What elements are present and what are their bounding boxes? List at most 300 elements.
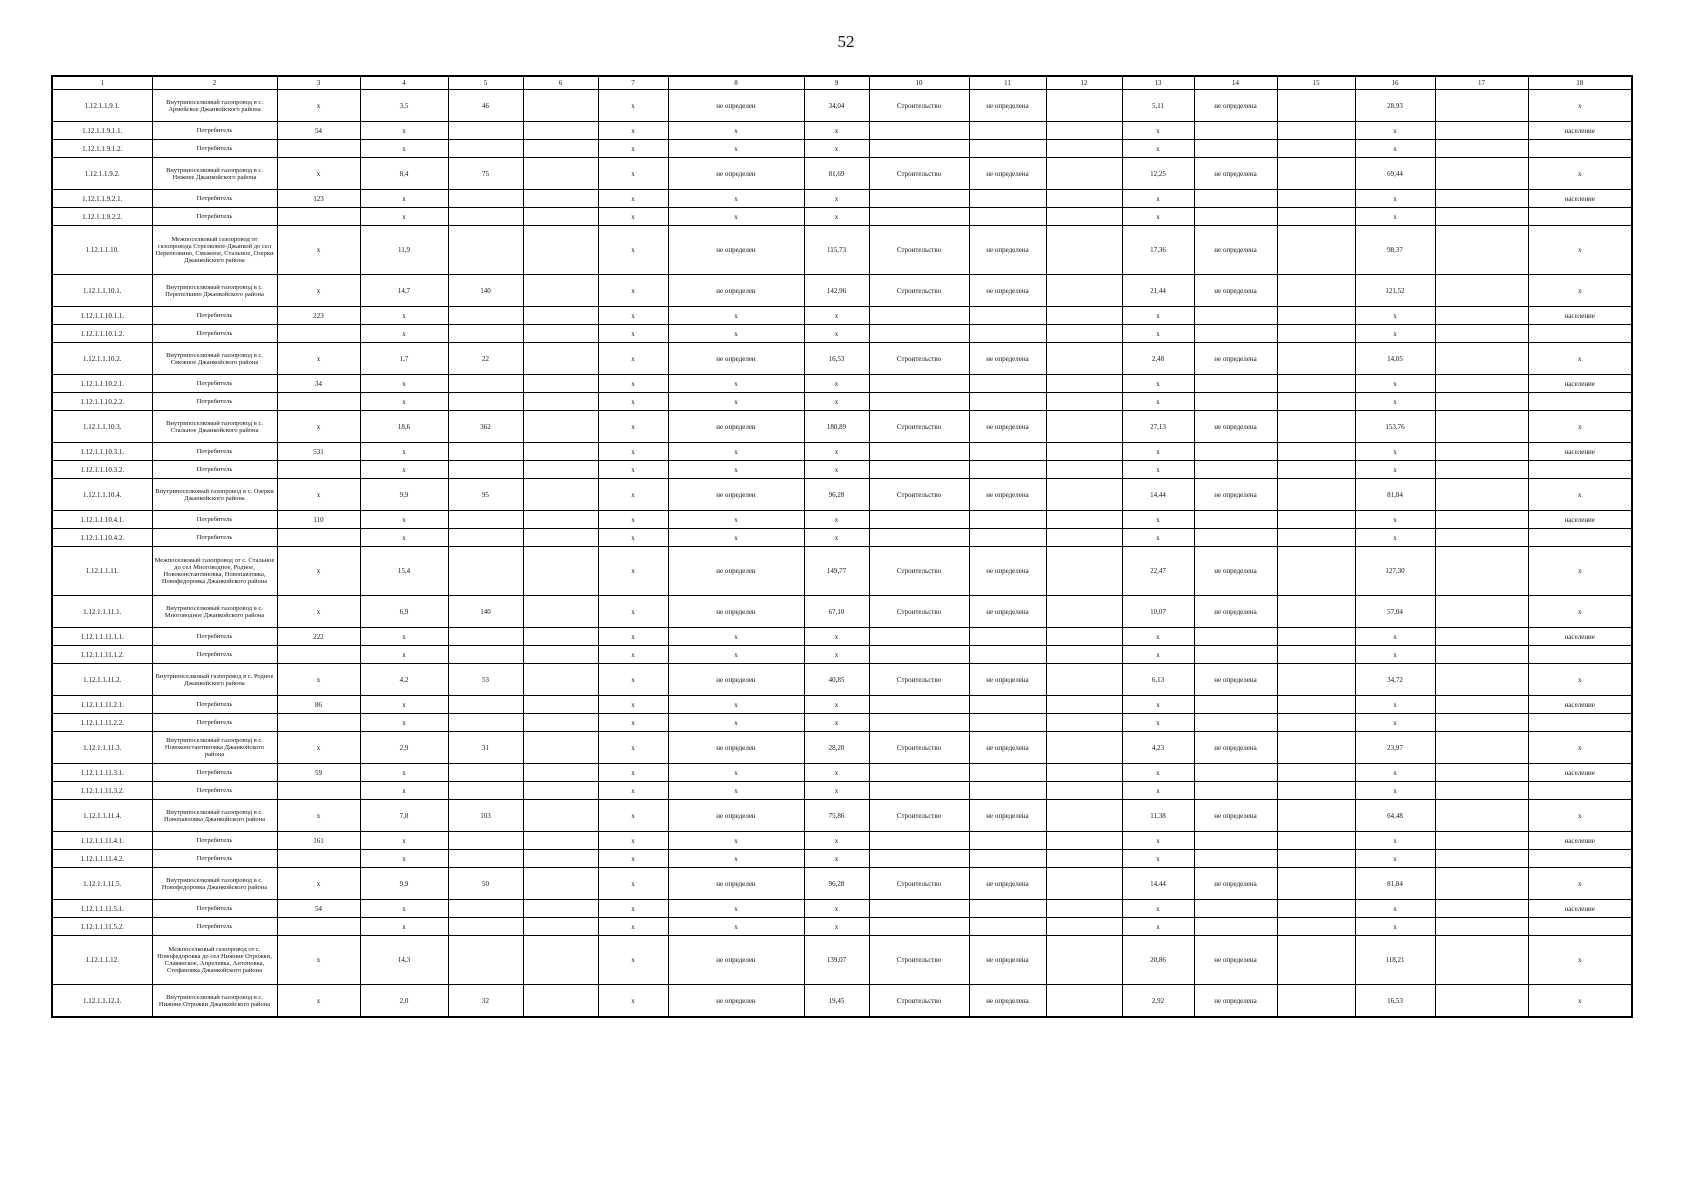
table-cell [523, 646, 598, 664]
table-cell: Потребитель [152, 529, 277, 547]
table-cell: х [1528, 90, 1632, 122]
table-cell [523, 714, 598, 732]
table-cell: 23,97 [1355, 732, 1435, 764]
table-cell: Внутрипоселковый газопровод в с. Новофедоровка Джанкойского района [152, 868, 277, 900]
table-cell: х [360, 511, 448, 529]
table-cell: х [1122, 918, 1194, 936]
table-cell: 7,8 [360, 800, 448, 832]
table-cell: Потребитель [152, 782, 277, 800]
table-cell [1277, 850, 1355, 868]
table-cell [277, 918, 360, 936]
table-cell: 16,53 [1355, 985, 1435, 1018]
table-cell [1277, 800, 1355, 832]
table-cell [523, 343, 598, 375]
table-cell: население [1528, 122, 1632, 140]
table-cell [523, 140, 598, 158]
table-cell [1277, 90, 1355, 122]
table-cell [969, 646, 1046, 664]
table-cell [1194, 511, 1277, 529]
table-cell: Межпоселковый газопровод от газопровода Стрелковое-Джанкой до сел Перепелкино, Смежное, Стальное, Озерки Джанкойского района [152, 226, 277, 275]
table-cell [969, 782, 1046, 800]
table-cell [523, 918, 598, 936]
table-cell: х [1528, 158, 1632, 190]
table-cell [448, 547, 523, 596]
table-cell: Потребитель [152, 393, 277, 411]
table-cell: х [1528, 732, 1632, 764]
table-cell [1046, 696, 1122, 714]
column-header: 3 [277, 76, 360, 90]
table-cell: х [804, 714, 869, 732]
table-cell: Строительство [869, 90, 969, 122]
table-cell: х [598, 190, 668, 208]
table-cell: х [804, 782, 869, 800]
table-cell [1046, 343, 1122, 375]
table-cell [1194, 122, 1277, 140]
table-cell [1046, 140, 1122, 158]
table-cell [1277, 275, 1355, 307]
table-cell: 81,84 [1355, 868, 1435, 900]
table-cell: 1.12.1.1.11.5.2. [52, 918, 152, 936]
table-cell: х [360, 208, 448, 226]
table-cell: х [598, 275, 668, 307]
table-cell [1435, 850, 1528, 868]
table-cell: 1.12.1.1.11.2. [52, 664, 152, 696]
table-cell [448, 764, 523, 782]
table-row [52, 158, 1632, 190]
table-cell: х [1122, 122, 1194, 140]
table-cell [523, 325, 598, 343]
table-cell [1528, 714, 1632, 732]
table-cell [1435, 596, 1528, 628]
table-cell: х [668, 122, 804, 140]
table-cell [448, 900, 523, 918]
table-cell: х [668, 918, 804, 936]
table-cell: х [804, 628, 869, 646]
table-cell [969, 714, 1046, 732]
table-cell: 1.12.1.1.11.3.1. [52, 764, 152, 782]
table-cell: х [360, 140, 448, 158]
table-cell [869, 646, 969, 664]
table-cell [523, 275, 598, 307]
table-cell [1046, 443, 1122, 461]
table-cell: 3,5 [360, 90, 448, 122]
table-cell [1435, 443, 1528, 461]
table-cell [448, 511, 523, 529]
table-cell: 1.12.1.1.10.1. [52, 275, 152, 307]
table-cell: х [804, 764, 869, 782]
table-cell: х [1355, 782, 1435, 800]
table-cell: х [1355, 714, 1435, 732]
table-cell: х [598, 90, 668, 122]
table-cell: х [598, 646, 668, 664]
table-cell: 53 [448, 664, 523, 696]
table-cell [969, 850, 1046, 868]
table-cell: х [804, 443, 869, 461]
table-cell: х [1122, 461, 1194, 479]
table-cell: х [668, 529, 804, 547]
table-cell: Строительство [869, 664, 969, 696]
table-cell [1046, 226, 1122, 275]
table-cell: Потребитель [152, 140, 277, 158]
table-cell: х [598, 443, 668, 461]
table-cell [1046, 208, 1122, 226]
table-cell [1435, 529, 1528, 547]
table-cell: 17,36 [1122, 226, 1194, 275]
table-cell: 1.12.1.1.10.4. [52, 479, 152, 511]
table-cell: 20,86 [1122, 936, 1194, 985]
table-cell: х [598, 479, 668, 511]
table-cell: х [1355, 208, 1435, 226]
table-cell: Внутрипоселковый газопровод в с. Новопавловка Джанкойского района [152, 800, 277, 832]
data-table [51, 75, 1633, 1018]
table-cell: х [598, 764, 668, 782]
table-cell [1046, 985, 1122, 1018]
table-cell: х [668, 764, 804, 782]
table-cell [869, 461, 969, 479]
table-cell: х [1122, 714, 1194, 732]
table-cell: х [1528, 985, 1632, 1018]
table-cell [1194, 900, 1277, 918]
table-cell: х [668, 443, 804, 461]
table-cell: х [1122, 307, 1194, 325]
table-cell [1194, 307, 1277, 325]
table-cell: 10,07 [1122, 596, 1194, 628]
table-cell: не определена [1194, 479, 1277, 511]
table-cell: 1.12.1.1.11.2.2. [52, 714, 152, 732]
table-cell [869, 696, 969, 714]
table-cell [1277, 529, 1355, 547]
table-cell: х [598, 596, 668, 628]
table-cell: 5,11 [1122, 90, 1194, 122]
table-row [52, 190, 1632, 208]
table-cell: х [277, 664, 360, 696]
table-cell: х [598, 208, 668, 226]
table-cell: 31 [448, 732, 523, 764]
table-cell: х [1122, 764, 1194, 782]
table-cell: х [668, 375, 804, 393]
table-cell [1277, 714, 1355, 732]
table-cell [1277, 696, 1355, 714]
table-cell [869, 832, 969, 850]
table-cell: х [1355, 850, 1435, 868]
table-cell: Межпоселковый газопровод от с. Стальное до сел Многоводное, Родное, Новоконстантиновка, Новопавловка, Новофедоровка Джанкойского района [152, 547, 277, 596]
table-cell: 2,92 [1122, 985, 1194, 1018]
table-cell: не определен [668, 732, 804, 764]
table-cell: Строительство [869, 936, 969, 985]
table-cell: х [804, 646, 869, 664]
table-cell [1435, 782, 1528, 800]
table-cell: х [277, 596, 360, 628]
table-cell [1046, 850, 1122, 868]
table-cell: х [1355, 443, 1435, 461]
table-cell: 1.12.1.1.10.4.2. [52, 529, 152, 547]
table-cell [523, 307, 598, 325]
table-cell: не определена [969, 90, 1046, 122]
table-cell: 40,85 [804, 664, 869, 696]
column-header: 15 [1277, 76, 1355, 90]
table-cell: не определена [1194, 275, 1277, 307]
table-cell: х [1528, 868, 1632, 900]
table-cell: х [277, 936, 360, 985]
table-cell [1277, 832, 1355, 850]
table-cell: 161 [277, 832, 360, 850]
table-cell: х [360, 529, 448, 547]
table-cell: х [804, 918, 869, 936]
table-cell: х [360, 628, 448, 646]
table-cell: Потребитель [152, 122, 277, 140]
table-cell: х [1355, 900, 1435, 918]
table-cell: 1.12.1.1.11.3. [52, 732, 152, 764]
table-cell: х [598, 411, 668, 443]
table-cell [523, 511, 598, 529]
table-cell [1046, 628, 1122, 646]
table-cell: 127,30 [1355, 547, 1435, 596]
table-cell: х [598, 307, 668, 325]
table-row [52, 596, 1632, 628]
table-row [52, 628, 1632, 646]
table-cell [1046, 900, 1122, 918]
table-cell: х [598, 985, 668, 1018]
table-cell: население [1528, 190, 1632, 208]
table-cell: х [804, 307, 869, 325]
table-cell: Внутрипоселковый газопровод в с. Перепелкино Джанкойского района [152, 275, 277, 307]
column-header: 10 [869, 76, 969, 90]
table-cell [1435, 275, 1528, 307]
table-cell: х [360, 832, 448, 850]
table-row [52, 868, 1632, 900]
table-cell [1435, 628, 1528, 646]
table-cell [1435, 479, 1528, 511]
column-header: 13 [1122, 76, 1194, 90]
table-cell: х [1355, 140, 1435, 158]
table-cell: не определена [969, 732, 1046, 764]
table-cell: не определен [668, 226, 804, 275]
table-cell: 1.12.1.1.11.2.1. [52, 696, 152, 714]
table-cell: 1.12.1.1.11. [52, 547, 152, 596]
table-cell: 1.12.1.1.11.1. [52, 596, 152, 628]
table-cell [523, 122, 598, 140]
table-cell [1277, 443, 1355, 461]
table-cell: 531 [277, 443, 360, 461]
table-cell [1277, 936, 1355, 985]
table-cell [523, 732, 598, 764]
table-cell [969, 832, 1046, 850]
table-cell: не определена [969, 547, 1046, 596]
table-cell [1277, 325, 1355, 343]
table-cell: х [360, 900, 448, 918]
table-cell: х [598, 393, 668, 411]
table-cell [869, 764, 969, 782]
table-cell: х [277, 479, 360, 511]
table-cell: не определена [1194, 547, 1277, 596]
table-cell: Строительство [869, 226, 969, 275]
table-cell: х [1122, 325, 1194, 343]
table-cell [448, 696, 523, 714]
table-row [52, 511, 1632, 529]
table-cell: 19,45 [804, 985, 869, 1018]
table-cell [523, 158, 598, 190]
table-cell [1194, 646, 1277, 664]
table-cell: не определен [668, 158, 804, 190]
table-row [52, 764, 1632, 782]
table-cell: х [598, 800, 668, 832]
table-cell: 1.12.1.1.10.1.1. [52, 307, 152, 325]
table-cell: х [277, 343, 360, 375]
table-cell [1046, 800, 1122, 832]
table-cell: Строительство [869, 411, 969, 443]
table-cell: х [1355, 646, 1435, 664]
table-cell [1528, 325, 1632, 343]
table-cell [1277, 343, 1355, 375]
table-cell: 96,28 [804, 868, 869, 900]
table-cell [1435, 375, 1528, 393]
table-cell [1277, 122, 1355, 140]
table-cell: х [360, 782, 448, 800]
table-cell: не определена [1194, 985, 1277, 1018]
table-cell [1435, 800, 1528, 832]
table-cell: х [1122, 208, 1194, 226]
table-cell [1194, 764, 1277, 782]
table-cell [1046, 375, 1122, 393]
table-cell [277, 646, 360, 664]
table-cell: не определена [1194, 800, 1277, 832]
table-cell [1277, 461, 1355, 479]
table-cell [969, 190, 1046, 208]
table-cell: 9,9 [360, 868, 448, 900]
table-cell: Потребитель [152, 443, 277, 461]
table-cell [1277, 918, 1355, 936]
table-cell: не определена [1194, 664, 1277, 696]
table-cell: х [1122, 628, 1194, 646]
table-cell: не определен [668, 596, 804, 628]
table-cell [448, 714, 523, 732]
table-cell: не определен [668, 985, 804, 1018]
table-row [52, 393, 1632, 411]
table-cell [969, 461, 1046, 479]
table-cell: 1.12.1.1.10.3.1. [52, 443, 152, 461]
table-cell [869, 511, 969, 529]
column-header: 18 [1528, 76, 1632, 90]
table-cell: 22,47 [1122, 547, 1194, 596]
table-cell: х [598, 529, 668, 547]
table-cell [969, 140, 1046, 158]
table-row [52, 800, 1632, 832]
table-cell: х [668, 393, 804, 411]
table-cell: население [1528, 900, 1632, 918]
table-cell: х [598, 900, 668, 918]
table-cell [448, 936, 523, 985]
table-cell [1046, 596, 1122, 628]
table-cell: Внутрипоселковый газопровод в с. Стальное Джанкойского района [152, 411, 277, 443]
table-cell: 1.12.1.1.11.3.2. [52, 782, 152, 800]
table-cell: 54 [277, 900, 360, 918]
table-cell: х [1355, 511, 1435, 529]
table-cell [1046, 664, 1122, 696]
table-cell [523, 90, 598, 122]
table-cell: не определена [969, 158, 1046, 190]
table-cell: 21,44 [1122, 275, 1194, 307]
table-cell [1435, 696, 1528, 714]
table-cell: 1.12.1.1.10.3. [52, 411, 152, 443]
table-cell: Строительство [869, 158, 969, 190]
column-header: 7 [598, 76, 668, 90]
table-cell [969, 918, 1046, 936]
table-cell [1277, 158, 1355, 190]
table-cell: 34,04 [804, 90, 869, 122]
table-cell: 153,76 [1355, 411, 1435, 443]
table-cell: не определена [969, 275, 1046, 307]
table-cell [1435, 393, 1528, 411]
column-header: 9 [804, 76, 869, 90]
table-cell: 69,44 [1355, 158, 1435, 190]
table-cell [1046, 529, 1122, 547]
table-row [52, 90, 1632, 122]
table-cell: х [598, 732, 668, 764]
table-cell: х [668, 646, 804, 664]
table-cell [1194, 696, 1277, 714]
table-cell: 4,23 [1122, 732, 1194, 764]
table-cell: х [668, 696, 804, 714]
table-cell [1277, 900, 1355, 918]
table-cell [1277, 547, 1355, 596]
table-cell: х [804, 850, 869, 868]
table-cell: х [804, 190, 869, 208]
table-cell: Внутрипоселковый газопровод в с. Армейское Джанкойского района [152, 90, 277, 122]
table-cell [969, 307, 1046, 325]
table-cell [969, 511, 1046, 529]
table-cell [969, 529, 1046, 547]
table-cell: х [1122, 646, 1194, 664]
table-cell: Потребитель [152, 190, 277, 208]
table-cell: Потребитель [152, 646, 277, 664]
table-cell: 180,89 [804, 411, 869, 443]
table-cell: население [1528, 832, 1632, 850]
table-cell [969, 900, 1046, 918]
table-cell: 32 [448, 985, 523, 1018]
table-cell [1435, 461, 1528, 479]
table-cell: 1.12.1.1.9.1.2. [52, 140, 152, 158]
table-cell: 14,44 [1122, 868, 1194, 900]
table-cell: х [360, 375, 448, 393]
table-cell: х [668, 208, 804, 226]
table-cell: х [1355, 628, 1435, 646]
table-cell [1046, 714, 1122, 732]
table-cell [523, 547, 598, 596]
table-cell [1194, 190, 1277, 208]
table-cell [1277, 985, 1355, 1018]
table-cell: Внутрипоселковый газопровод в с. Нижнее Джанкойского района [152, 158, 277, 190]
table-cell: х [598, 122, 668, 140]
table-cell [1528, 782, 1632, 800]
table-cell [1435, 936, 1528, 985]
table-row [52, 461, 1632, 479]
table-cell: х [1355, 393, 1435, 411]
table-cell [523, 393, 598, 411]
table-cell [1528, 140, 1632, 158]
table-cell: х [1528, 936, 1632, 985]
table-cell: х [277, 868, 360, 900]
table-cell: Строительство [869, 343, 969, 375]
table-cell [277, 461, 360, 479]
table-cell: Потребитель [152, 511, 277, 529]
table-cell: 16,53 [804, 343, 869, 375]
table-row [52, 782, 1632, 800]
table-cell: 2,0 [360, 985, 448, 1018]
table-cell: 1.12.1.1.10. [52, 226, 152, 275]
table-cell [523, 764, 598, 782]
table-row [52, 122, 1632, 140]
table-row [52, 375, 1632, 393]
